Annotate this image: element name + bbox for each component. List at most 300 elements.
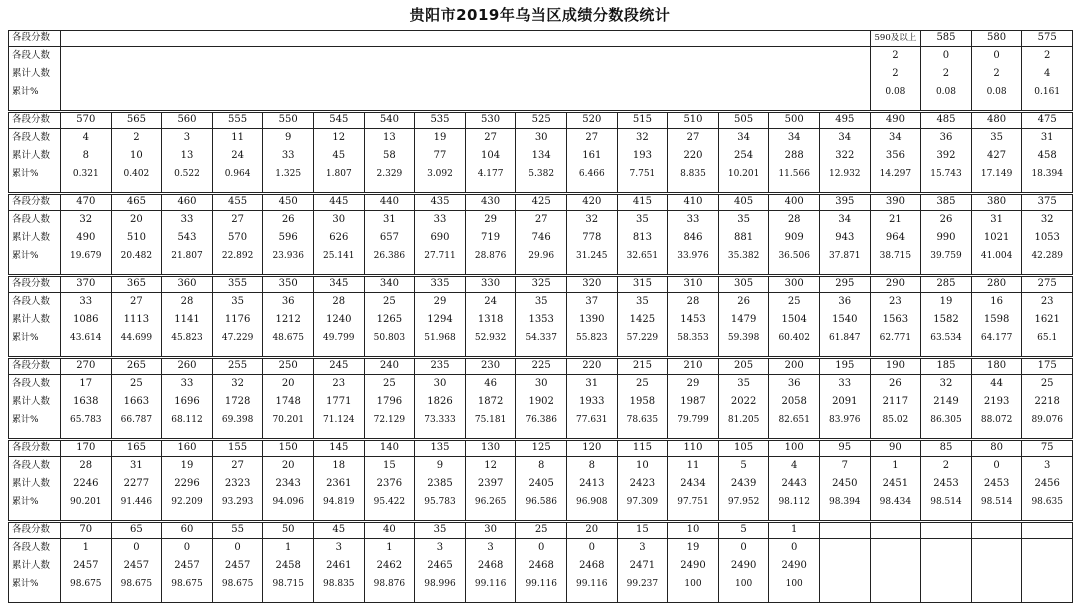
count-value: 21 [889, 214, 902, 225]
score-cell: 470 [60, 194, 112, 211]
cumulative-value: 427 [987, 150, 1007, 161]
count-value: 2 [942, 460, 950, 471]
score-cell [819, 522, 871, 539]
data-cell [920, 538, 972, 603]
cumulative-value: 778 [582, 232, 602, 243]
cumulative-value: 2149 [933, 396, 959, 407]
percent-value: 61.847 [829, 333, 861, 343]
score-cell: 115 [617, 440, 669, 457]
row-labels [8, 210, 61, 275]
cumulative-value: 1598 [983, 314, 1010, 325]
cumulative-value: 1425 [629, 314, 656, 325]
count-value: 13 [383, 132, 396, 143]
data-cell [768, 456, 820, 521]
count-label: 各段人数 [12, 378, 51, 389]
cumulative-label: 累计人数 [12, 560, 51, 571]
cumulative-value: 719 [481, 232, 501, 243]
cumulative-value: 2457 [123, 560, 150, 571]
percent-value: 59.398 [727, 333, 760, 343]
count-value: 33 [686, 214, 700, 225]
percent-value: 43.614 [70, 333, 102, 343]
percent-value: 21.807 [171, 251, 203, 261]
count-value: 30 [534, 378, 548, 389]
cumulative-value: 510 [126, 232, 146, 243]
score-cell: 420 [566, 194, 618, 211]
score-cell: 390 [870, 194, 922, 211]
percent-value: 78.635 [626, 415, 659, 425]
percent-value: 97.309 [626, 497, 659, 507]
score-label [8, 440, 61, 457]
data-cell [313, 292, 365, 357]
cumulative-value: 458 [1037, 150, 1057, 161]
percent-value: 70.201 [272, 415, 304, 425]
cumulative-value: 1294 [427, 314, 453, 325]
cumulative-value: 104 [481, 150, 501, 161]
cumulative-value: 2058 [781, 396, 807, 407]
data-cell [262, 292, 314, 357]
percent-value: 23.936 [272, 251, 304, 261]
data-cell [667, 210, 719, 275]
cumulative-value: 2458 [275, 560, 301, 571]
data-cell [617, 210, 669, 275]
percent-value: 98.394 [829, 497, 861, 507]
row-labels [8, 456, 61, 521]
count-value: 30 [332, 214, 346, 225]
count-value: 3 [1044, 460, 1051, 471]
count-value: 3 [639, 542, 646, 553]
count-value: 29 [686, 378, 700, 389]
score-label [8, 30, 61, 47]
cumulative-label: 累计人数 [12, 396, 51, 407]
percent-label: 累计% [12, 333, 39, 343]
cumulative-value: 1353 [528, 314, 554, 325]
data-cell [515, 128, 567, 193]
percent-label: 累计% [12, 497, 39, 507]
score-label-text: 各段分数 [12, 524, 51, 535]
cumulative-value: 2453 [983, 478, 1010, 489]
score-cell: 310 [667, 276, 719, 293]
data-cell [617, 374, 669, 439]
count-value: 27 [130, 296, 143, 307]
percent-value: 10.201 [727, 169, 760, 179]
cumulative-value: 846 [683, 232, 703, 243]
cumulative-value: 1933 [579, 396, 605, 407]
percent-value: 73.333 [424, 415, 456, 425]
percent-value: 85.02 [882, 415, 909, 425]
percent-value: 0.522 [174, 169, 200, 179]
score-cell: 345 [313, 276, 365, 293]
data-cell [313, 128, 365, 193]
score-cell: 490 [870, 112, 922, 129]
percent-value: 98.675 [171, 579, 203, 589]
data-cell [212, 456, 264, 521]
count-value: 28 [332, 296, 346, 307]
score-cell: 525 [515, 112, 567, 129]
percent-value: 98.514 [980, 497, 1013, 507]
data-cell [617, 538, 669, 603]
score-cell: 290 [870, 276, 922, 293]
cumulative-value [972, 557, 1022, 575]
data-cell [111, 292, 163, 357]
score-cell: 215 [617, 358, 669, 375]
cumulative-value: 2471 [629, 560, 656, 571]
data-cell [1021, 46, 1073, 111]
data-cell [364, 456, 416, 521]
cumulative-value: 2434 [680, 478, 706, 489]
percent-label: 累计% [12, 169, 39, 179]
percent-value: 94.096 [272, 497, 304, 507]
percent-value: 79.799 [677, 415, 709, 425]
count-value: 19 [939, 296, 953, 307]
cumulative-value: 2397 [477, 478, 504, 489]
data-cell [667, 292, 719, 357]
score-cell: 350 [262, 276, 314, 293]
data-cell [414, 456, 466, 521]
score-cell: 110 [667, 440, 719, 457]
percent-value: 45.823 [171, 333, 203, 343]
cumulative-value: 2468 [579, 560, 605, 571]
score-cell: 270 [60, 358, 112, 375]
percent-value: 27.711 [424, 251, 456, 261]
score-cell: 455 [212, 194, 264, 211]
count-value: 23 [332, 378, 346, 389]
score-cell: 520 [566, 112, 618, 129]
percent-label: 累计% [12, 251, 39, 261]
percent-value: 48.675 [272, 333, 304, 343]
score-cell: 160 [161, 440, 213, 457]
percent-value: 97.952 [727, 497, 760, 507]
count-value: 0 [183, 542, 191, 553]
percent-value: 0.08 [986, 87, 1007, 97]
count-value: 0 [791, 542, 798, 553]
cumulative-value: 543 [177, 232, 197, 243]
count-value: 36 [939, 132, 953, 143]
cumulative-value: 2405 [528, 478, 554, 489]
data-cell [111, 374, 163, 439]
data-cell [515, 538, 567, 603]
cumulative-value: 1563 [882, 314, 909, 325]
percent-value: 97.751 [677, 497, 709, 507]
score-cell: 540 [364, 112, 416, 129]
score-cell: 250 [262, 358, 314, 375]
cumulative-value: 626 [329, 232, 349, 243]
score-cell: 400 [768, 194, 820, 211]
count-value: 3 [487, 542, 494, 553]
count-value: 28 [686, 296, 700, 307]
data-cell [667, 374, 719, 439]
cumulative-value: 2457 [73, 560, 99, 571]
cumulative-value: 322 [835, 150, 855, 161]
data-cell [414, 128, 466, 193]
score-cell: 560 [161, 112, 213, 129]
data-cell [768, 210, 820, 275]
count-value: 30 [433, 378, 447, 389]
data-cell [819, 538, 871, 603]
score-cell: 35 [414, 522, 466, 539]
data-cell [718, 456, 770, 521]
score-cell: 260 [161, 358, 213, 375]
percent-value: 28.876 [474, 251, 507, 261]
score-cell: 80 [971, 440, 1023, 457]
score-cell: 150 [262, 440, 314, 457]
count-value: 26 [939, 214, 953, 225]
percent-value: 2.329 [376, 169, 403, 179]
percent-value: 98.112 [778, 497, 810, 507]
cumulative-value: 77 [433, 150, 447, 161]
percent-value: 39.759 [930, 251, 962, 261]
count-value: 20 [130, 214, 143, 225]
data-cell [212, 538, 264, 603]
score-cell: 95 [819, 440, 871, 457]
cumulative-value: 1021 [983, 232, 1010, 243]
cumulative-value: 2376 [376, 478, 403, 489]
score-cell: 10 [667, 522, 719, 539]
count-value: 31 [990, 214, 1003, 225]
count-value: 0 [588, 542, 595, 553]
score-cell [971, 522, 1023, 539]
count-value: 9 [436, 460, 444, 471]
data-cell [515, 456, 567, 521]
count-label: 各段人数 [12, 460, 51, 471]
count-value: 0 [133, 542, 140, 553]
percent-value: 1.807 [325, 169, 352, 179]
cumulative-value: 2468 [477, 560, 504, 571]
data-cell [60, 128, 112, 193]
count-value: 29 [433, 296, 447, 307]
score-label [8, 112, 61, 129]
cumulative-value: 356 [885, 150, 905, 161]
percent-value: 31.245 [576, 251, 608, 261]
cumulative-value: 943 [835, 232, 855, 243]
count-value: 19 [433, 132, 447, 143]
count-value: 2 [1044, 50, 1051, 61]
percent-value: 29.96 [528, 251, 555, 261]
data-cell [768, 128, 820, 193]
cumulative-value: 2450 [832, 478, 858, 489]
data-cell [768, 292, 820, 357]
percent-value: 25.141 [323, 251, 355, 261]
score-cell: 500 [768, 112, 820, 129]
count-value: 30 [534, 132, 548, 143]
data-cell [870, 210, 922, 275]
score-cell: 155 [212, 440, 264, 457]
score-label-text: 各段分数 [12, 32, 51, 43]
data-cell [313, 456, 365, 521]
data-cell [414, 374, 466, 439]
data-cell [971, 538, 1023, 603]
score-cell: 135 [414, 440, 466, 457]
data-cell [364, 538, 416, 603]
blank-data [60, 46, 871, 111]
data-cell [920, 46, 972, 111]
percent-value: 98.996 [424, 579, 456, 589]
count-value: 34 [889, 132, 902, 143]
score-cell: 265 [111, 358, 163, 375]
data-cell [566, 456, 618, 521]
data-cell [313, 538, 365, 603]
percent-value: 95.783 [424, 497, 456, 507]
count-value: 0 [740, 542, 747, 553]
percent-value: 54.337 [525, 333, 557, 343]
cumulative-value: 2457 [224, 560, 251, 571]
cumulative-value: 2457 [174, 560, 200, 571]
count-value: 31 [130, 460, 143, 471]
score-cell: 385 [920, 194, 972, 211]
count-value: 25 [383, 378, 396, 389]
count-value: 36 [838, 296, 852, 307]
count-value: 28 [180, 296, 194, 307]
count-value: 3 [436, 542, 444, 553]
count-value: 1 [386, 542, 393, 553]
score-label-text: 各段分数 [12, 442, 51, 453]
data-cell [617, 292, 669, 357]
count-value: 35 [737, 378, 750, 389]
score-cell: 240 [364, 358, 416, 375]
data-cell [364, 292, 416, 357]
score-cell: 585 [920, 30, 972, 47]
data-cell [617, 128, 669, 193]
score-cell: 530 [465, 112, 517, 129]
cumulative-value: 1958 [629, 396, 656, 407]
score-cell: 555 [212, 112, 264, 129]
data-cell [262, 538, 314, 603]
count-value: 46 [484, 378, 497, 389]
data-cell [364, 128, 416, 193]
percent-value: 98.675 [120, 579, 153, 589]
data-cell [465, 128, 517, 193]
data-cell [870, 374, 922, 439]
cumulative-value: 2091 [832, 396, 858, 407]
percent-value: 99.116 [576, 579, 608, 589]
cumulative-value: 288 [784, 150, 804, 161]
count-value: 28 [787, 214, 801, 225]
count-value: 4 [791, 460, 798, 471]
cumulative-value: 1638 [73, 396, 99, 407]
percent-value: 60.402 [778, 333, 810, 343]
score-cell: 190 [870, 358, 922, 375]
score-cell: 380 [971, 194, 1023, 211]
cumulative-value: 1826 [427, 396, 453, 407]
count-value: 32 [79, 214, 93, 225]
score-cell: 340 [364, 276, 416, 293]
cumulative-value: 1053 [1034, 232, 1060, 243]
percent-value [921, 575, 971, 593]
data-cell [111, 210, 163, 275]
score-cell: 395 [819, 194, 871, 211]
score-label-text: 各段分数 [12, 278, 51, 289]
percent-value: 82.651 [778, 415, 810, 425]
data-cell [111, 128, 163, 193]
cumulative-value: 2218 [1034, 396, 1060, 407]
cumulative-label: 累计人数 [12, 68, 51, 79]
count-value: 2 [892, 50, 899, 61]
count-value: 5 [740, 460, 747, 471]
count-value: 23 [1040, 296, 1054, 307]
percent-value: 77.631 [576, 415, 608, 425]
data-cell [819, 210, 871, 275]
data-cell [60, 210, 112, 275]
count-value: 26 [889, 378, 902, 389]
percent-value: 51.968 [424, 333, 456, 343]
score-cell: 230 [465, 358, 517, 375]
cumulative-value: 1453 [680, 314, 706, 325]
score-distribution-table [8, 30, 1072, 612]
percent-value: 76.386 [525, 415, 557, 425]
data-cell [718, 374, 770, 439]
data-cell [566, 292, 618, 357]
count-value: 8 [588, 460, 595, 471]
score-cell: 25 [515, 522, 567, 539]
data-cell [971, 292, 1023, 357]
data-cell [819, 128, 871, 193]
score-label [8, 522, 61, 539]
score-cell: 505 [718, 112, 770, 129]
data-cell [667, 456, 719, 521]
count-value: 31 [585, 378, 599, 389]
data-cell [465, 538, 517, 603]
count-value: 2 [133, 132, 140, 143]
data-cell [1021, 292, 1073, 357]
score-cell: 20 [566, 522, 618, 539]
score-cell: 515 [617, 112, 669, 129]
count-value: 3 [335, 542, 342, 553]
percent-value [972, 575, 1022, 593]
count-value: 16 [990, 296, 1003, 307]
score-cell: 145 [313, 440, 365, 457]
score-cell: 445 [313, 194, 365, 211]
percent-value: 11.566 [778, 169, 810, 179]
percent-value: 50.803 [373, 333, 406, 343]
count-value [871, 539, 921, 557]
count-value: 1 [285, 542, 292, 553]
count-value: 33 [180, 214, 194, 225]
score-cell: 295 [819, 276, 871, 293]
count-label: 各段人数 [12, 50, 51, 61]
score-cell: 165 [111, 440, 163, 457]
data-cell [870, 456, 922, 521]
count-value: 33 [180, 378, 194, 389]
cumulative-value: 4 [1044, 68, 1051, 79]
score-cell [870, 522, 922, 539]
percent-value: 98.876 [373, 579, 406, 589]
cumulative-value: 220 [683, 150, 703, 161]
data-cell [667, 128, 719, 193]
percent-value: 42.289 [1031, 251, 1063, 261]
count-value: 1 [892, 460, 899, 471]
percent-value: 69.398 [221, 415, 254, 425]
cumulative-value: 1872 [477, 396, 504, 407]
percent-value: 90.201 [70, 497, 102, 507]
score-cell: 435 [414, 194, 466, 211]
page-title: 贵阳市2019年乌当区成绩分数段统计 [409, 6, 671, 24]
percent-value: 68.112 [171, 415, 203, 425]
score-cell: 140 [364, 440, 416, 457]
count-value: 27 [231, 460, 244, 471]
percent-value: 22.892 [221, 251, 254, 261]
percent-value: 65.1 [1037, 333, 1058, 343]
score-cell: 335 [414, 276, 466, 293]
data-cell [212, 210, 264, 275]
cumulative-value: 1113 [123, 314, 150, 325]
data-cell [819, 374, 871, 439]
count-value: 10 [636, 460, 649, 471]
data-cell [870, 538, 922, 603]
data-cell [60, 538, 112, 603]
cumulative-value: 2439 [730, 478, 757, 489]
percent-value: 26.386 [373, 251, 406, 261]
percent-value: 6.466 [578, 169, 605, 179]
cumulative-value: 1771 [326, 396, 352, 407]
